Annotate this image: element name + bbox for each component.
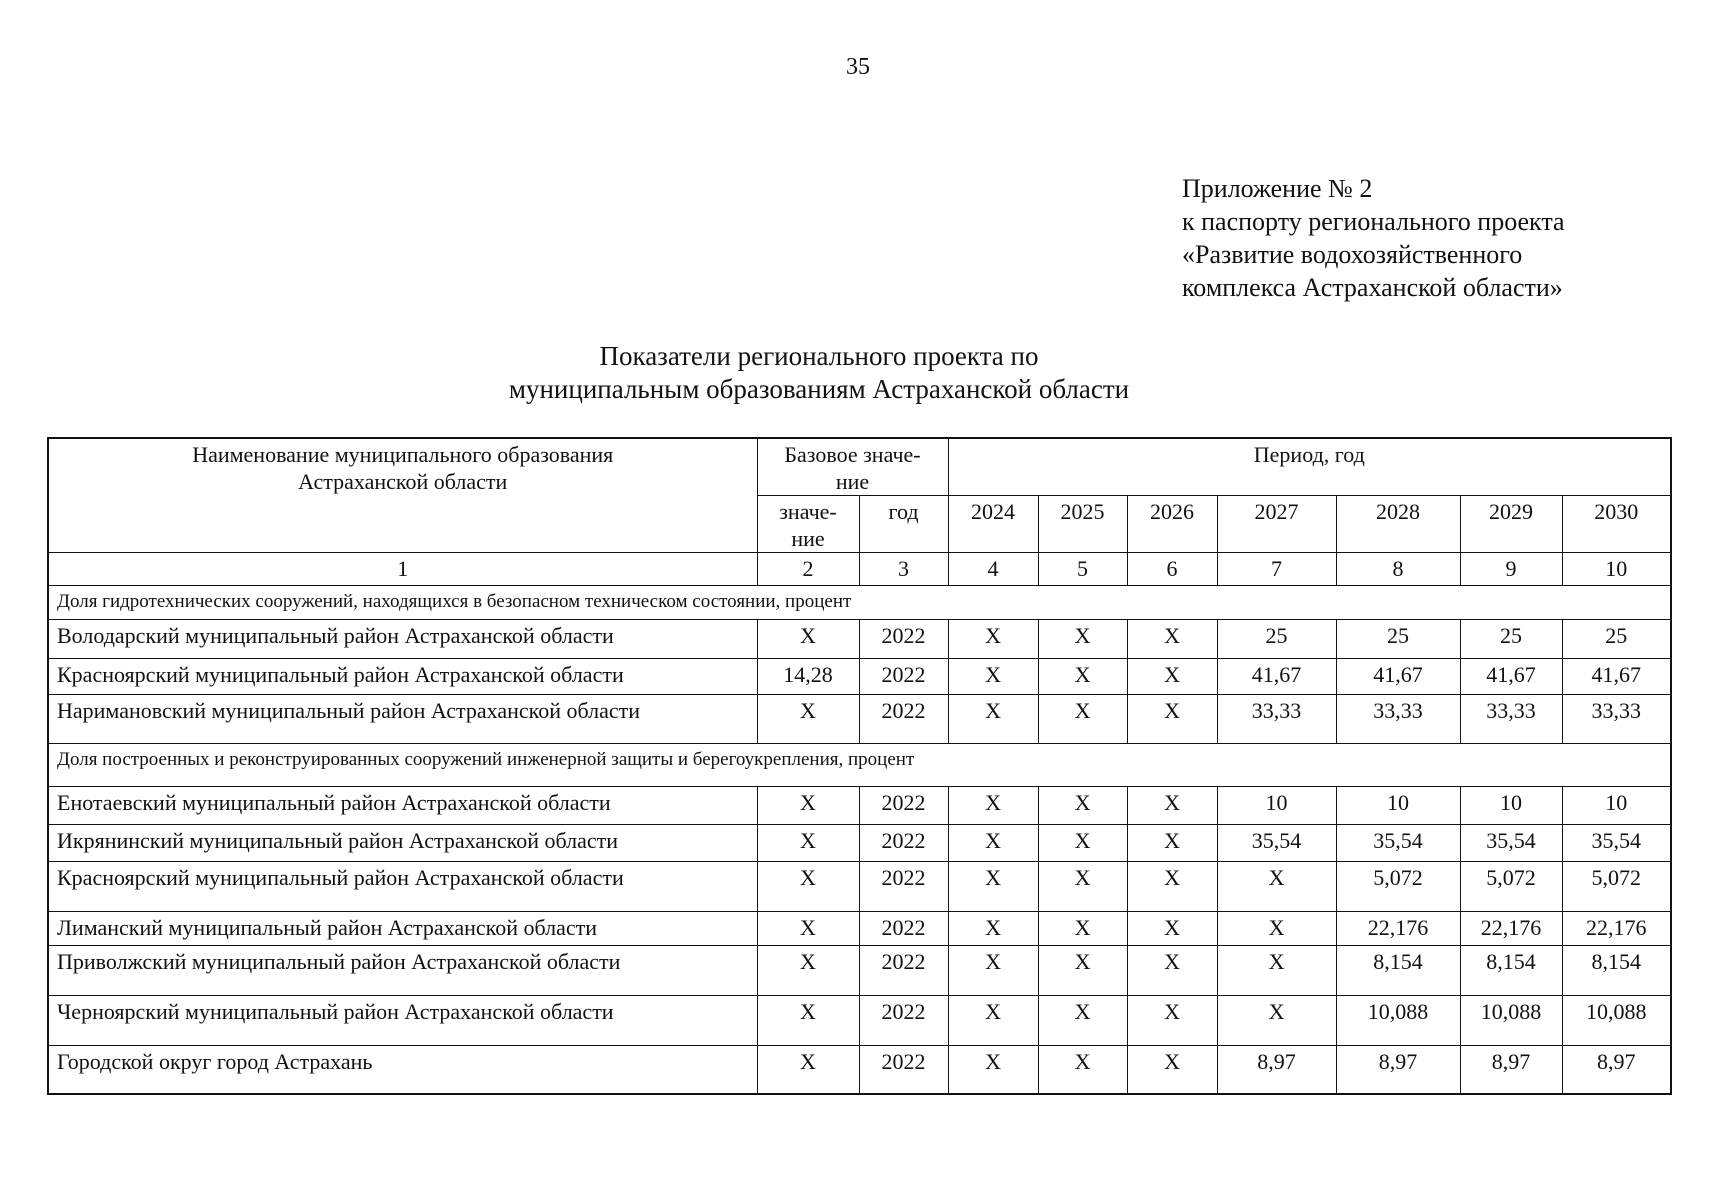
page-number: 35 [846, 54, 870, 80]
table-cell: 5,072 [1460, 862, 1562, 912]
table-cell: Х [1038, 996, 1127, 1046]
column-number: 4 [948, 553, 1038, 586]
table-cell: 41,67 [1460, 659, 1562, 695]
table-cell: 33,33 [1460, 695, 1562, 744]
table-cell: Х [1038, 695, 1127, 744]
table-cell: 10,088 [1460, 996, 1562, 1046]
table-cell: Х [1127, 912, 1217, 946]
header-text: Базовое значе- [784, 442, 921, 467]
table-cell: 14,28 [757, 659, 859, 695]
table-cell: Х [1038, 659, 1127, 695]
header-row-top [48, 438, 1671, 496]
column-number: 6 [1127, 553, 1217, 586]
column-number: 8 [1336, 553, 1460, 586]
table-cell: 2022 [859, 996, 948, 1046]
table-row [48, 695, 1671, 744]
table-cell: 8,154 [1562, 946, 1671, 996]
table-cell: Х [948, 1046, 1038, 1094]
table-cell: 2022 [859, 695, 948, 744]
column-number: 3 [859, 553, 948, 586]
table-cell: 35,54 [1562, 825, 1671, 862]
appendix-line: комплекса Астраханской области» [1182, 273, 1563, 302]
table-cell: 35,54 [1217, 825, 1336, 862]
table-row [48, 946, 1671, 996]
table-cell: Х [757, 946, 859, 996]
table-cell: 22,176 [1460, 912, 1562, 946]
header-year-2029: 2029 [1460, 496, 1562, 553]
table-cell: 10 [1336, 787, 1460, 825]
header-year-2027: 2027 [1217, 496, 1336, 553]
table-cell: Х [1127, 825, 1217, 862]
section-row [48, 744, 1671, 787]
municipality-name: Городской округ город Астрахань [48, 1046, 757, 1094]
column-number: 5 [1038, 553, 1127, 586]
municipality-name: Наримановский муниципальный район Астраханской области [48, 695, 757, 744]
table-cell: 2022 [859, 1046, 948, 1094]
table-cell: Х [1127, 695, 1217, 744]
table-cell: 8,97 [1336, 1046, 1460, 1094]
table-cell: 25 [1217, 620, 1336, 659]
table-cell: 25 [1460, 620, 1562, 659]
table-row [48, 620, 1671, 659]
header-year-2030: 2030 [1562, 496, 1671, 553]
table-cell: Х [1217, 862, 1336, 912]
table-cell: Х [1217, 912, 1336, 946]
table-cell: Х [1127, 659, 1217, 695]
header-text: ние [835, 469, 870, 494]
table-cell: 2022 [859, 787, 948, 825]
table-cell: 5,072 [1336, 862, 1460, 912]
table-cell: 2022 [859, 862, 948, 912]
table-cell: Х [948, 695, 1038, 744]
table-cell: 2022 [859, 912, 948, 946]
table-row [48, 787, 1671, 825]
table-cell: Х [948, 825, 1038, 862]
header-year-2024: 2024 [948, 496, 1038, 553]
table-cell: Х [1127, 996, 1217, 1046]
table-cell: Х [948, 659, 1038, 695]
table-cell: Х [1127, 862, 1217, 912]
table-cell: Х [1217, 996, 1336, 1046]
municipality-name: Володарский муниципальный район Астраханской области [48, 620, 757, 659]
section-row [48, 586, 1671, 620]
municipality-name: Енотаевский муниципальный район Астраханской области [48, 787, 757, 825]
column-number: 10 [1562, 553, 1671, 586]
table-cell: 10 [1460, 787, 1562, 825]
table-cell: 33,33 [1562, 695, 1671, 744]
table-cell: Х [1127, 620, 1217, 659]
table-body [48, 438, 1671, 1094]
table-cell: Х [948, 912, 1038, 946]
table-cell: Х [1038, 620, 1127, 659]
table-cell: Х [948, 996, 1038, 1046]
municipality-name: Черноярский муниципальный район Астраханской области [48, 996, 757, 1046]
section-title: Доля построенных и реконструированных сооружений инженерной защиты и берегоукрепления, процент [48, 744, 1671, 787]
table-cell: Х [757, 825, 859, 862]
municipality-name: Икрянинский муниципальный район Астраханской области [48, 825, 757, 862]
table-cell: 2022 [859, 620, 948, 659]
table-cell: Х [948, 620, 1038, 659]
table-cell: 8,154 [1336, 946, 1460, 996]
header-period: Период, год [948, 438, 1671, 496]
table-cell: Х [1217, 946, 1336, 996]
header-year: год [859, 496, 948, 553]
table-cell: 10,088 [1562, 996, 1671, 1046]
table-cell: 33,33 [1217, 695, 1336, 744]
header-year-2025: 2025 [1038, 496, 1127, 553]
table-cell: Х [1038, 912, 1127, 946]
table-cell: 35,54 [1460, 825, 1562, 862]
table-cell: 33,33 [1336, 695, 1460, 744]
table-cell: 25 [1562, 620, 1671, 659]
municipality-name: Красноярский муниципальный район Астраханской области [48, 659, 757, 695]
table-cell: Х [757, 912, 859, 946]
table-cell: Х [757, 862, 859, 912]
table-cell: Х [1038, 1046, 1127, 1094]
table-cell: Х [1038, 787, 1127, 825]
section-title: Доля гидротехнических сооружений, находящихся в безопасном техническом состоянии, процент [48, 586, 1671, 620]
table-cell: Х [1127, 787, 1217, 825]
municipality-name: Приволжский муниципальный район Астраханской области [48, 946, 757, 996]
header-base-value [757, 438, 948, 496]
table-row [48, 912, 1671, 946]
title-line: Показатели регионального проекта по [599, 341, 1039, 371]
table-cell: Х [757, 695, 859, 744]
table-cell: Х [948, 787, 1038, 825]
table-cell: 25 [1336, 620, 1460, 659]
column-number: 9 [1460, 553, 1562, 586]
table-cell: 10 [1562, 787, 1671, 825]
table-cell: Х [1038, 862, 1127, 912]
table-cell: 2022 [859, 825, 948, 862]
table-cell: 10 [1217, 787, 1336, 825]
table-row [48, 659, 1671, 695]
table-cell: 22,176 [1562, 912, 1671, 946]
header-year-2028: 2028 [1336, 496, 1460, 553]
column-numbers-row [48, 553, 1671, 586]
header-text: Наименование муниципального образования [192, 442, 614, 467]
appendix-line: «Развитие водохозяйственного [1182, 240, 1523, 269]
appendix-note [1182, 172, 1565, 304]
table-cell: Х [757, 787, 859, 825]
table-cell: Х [1127, 946, 1217, 996]
appendix-line: Приложение № 2 [1182, 174, 1373, 203]
table-cell: 8,97 [1217, 1046, 1336, 1094]
table-row [48, 825, 1671, 862]
table-row [48, 996, 1671, 1046]
table-cell: 5,072 [1562, 862, 1671, 912]
table-cell: 8,154 [1460, 946, 1562, 996]
title-line: муниципальным образованиям Астраханской области [508, 374, 1130, 404]
table-cell: 41,67 [1217, 659, 1336, 695]
table-cell: 10,088 [1336, 996, 1460, 1046]
table-cell: 41,67 [1336, 659, 1460, 695]
table-cell: Х [1127, 1046, 1217, 1094]
column-number: 7 [1217, 553, 1336, 586]
table-cell: Х [948, 946, 1038, 996]
document-title [0, 340, 1638, 406]
table-cell: 41,67 [1562, 659, 1671, 695]
header-text: значе- [779, 499, 837, 524]
municipality-name: Красноярский муниципальный район Астраханской области [48, 862, 757, 912]
table-row [48, 862, 1671, 912]
table-cell: Х [757, 996, 859, 1046]
municipality-name: Лиманский муниципальный район Астраханской области [48, 912, 757, 946]
table-cell: Х [948, 862, 1038, 912]
table-cell: 35,54 [1336, 825, 1460, 862]
table-cell: Х [1038, 825, 1127, 862]
header-text: ние [791, 526, 825, 551]
column-number: 2 [757, 553, 859, 586]
table-cell: Х [757, 1046, 859, 1094]
table-cell: Х [757, 620, 859, 659]
indicators-table [47, 437, 1672, 1095]
table-cell: 2022 [859, 659, 948, 695]
table-cell: 22,176 [1336, 912, 1460, 946]
header-value [757, 496, 859, 553]
header-text: Астраханской области [298, 469, 508, 494]
header-year-2026: 2026 [1127, 496, 1217, 553]
header-municipality [48, 438, 757, 553]
table-row [48, 1046, 1671, 1094]
table-cell: 8,97 [1562, 1046, 1671, 1094]
table-cell: Х [1038, 946, 1127, 996]
table-cell: 8,97 [1460, 1046, 1562, 1094]
table-cell: 2022 [859, 946, 948, 996]
appendix-line: к паспорту регионального проекта [1182, 207, 1565, 236]
column-number: 1 [48, 553, 757, 586]
